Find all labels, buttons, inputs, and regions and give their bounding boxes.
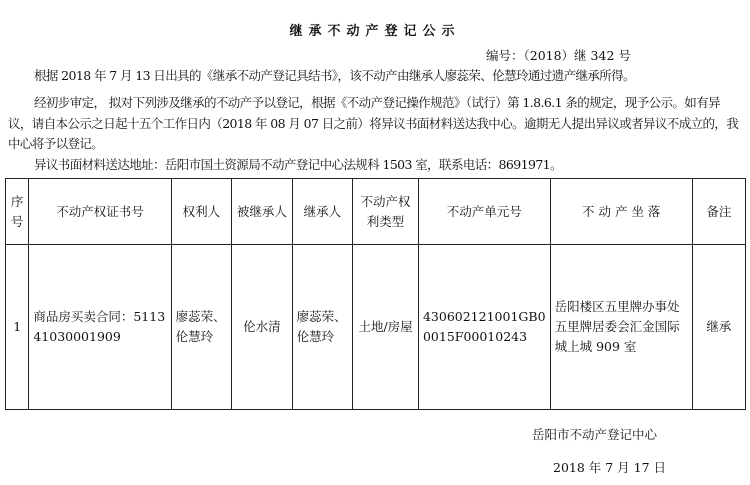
header-decedent: 被继承人 xyxy=(232,179,293,245)
registration-table xyxy=(5,178,746,410)
header-unit-number: 不动产单元号 xyxy=(418,179,550,245)
header-serial: 序号 xyxy=(6,179,29,245)
document-number: 编号：（2018）继 342 号 xyxy=(486,48,631,63)
document-title: 继承不动产登记公示 xyxy=(289,24,461,39)
cell-unit-number: 430602121001GB00015F00010243 xyxy=(418,245,550,410)
cell-right-holder: 廖蕊荣、伦慧玲 xyxy=(171,245,232,410)
header-right-holder: 权利人 xyxy=(171,179,232,245)
paragraph-address: 异议书面材料送达地址：岳阳市国土资源局不动产登记中心法规科 1503 室，联系电话：8691971。 xyxy=(34,157,562,172)
issuer-name: 岳阳市不动产登记中心 xyxy=(532,427,658,442)
cell-right-type: 土地/房屋 xyxy=(353,245,419,410)
cell-serial: 1 xyxy=(6,245,29,410)
issue-date: 2018 年 7 月 17 日 xyxy=(553,460,667,475)
header-location: 不 动 产 坐 落 xyxy=(550,179,692,245)
cell-heir: 廖蕊荣、伦慧玲 xyxy=(292,245,353,410)
header-right-type: 不动产权利类型 xyxy=(353,179,419,245)
cell-location: 岳阳楼区五里牌办事处五里牌居委会汇金国际城上城 909 室 xyxy=(550,245,692,410)
paragraph-basis: 根据 2018 年 7 月 13 日出具的《继承不动产登记具结书》，该不动产由继承人廖蕊荣、伦慧玲通过遗产继承所得。 xyxy=(34,68,635,83)
header-certificate-number: 不动产权证书号 xyxy=(29,179,171,245)
header-heir: 继承人 xyxy=(292,179,353,245)
table-header-row xyxy=(6,179,746,245)
header-remarks: 备注 xyxy=(692,179,745,245)
paragraph-review: 经初步审定， 拟对下列涉及继承的不动产予以登记，根据《不动产登记操作规范》（试行）第 1.8.6.1 条的规定，现予公示。如有异议，请自本公示之日起十五个工作日内（2018 年 08 月 07 日之前）将异议书面材料送达我中心。逾期无人提出异议或者异议不成立的，我中心将予以登记。 xyxy=(8,95,739,151)
table-row xyxy=(6,245,746,410)
cell-certificate-number: 商品房买卖合同：511341030001909 xyxy=(29,245,171,410)
cell-remarks: 继承 xyxy=(692,245,745,410)
cell-decedent: 伦水清 xyxy=(232,245,293,410)
